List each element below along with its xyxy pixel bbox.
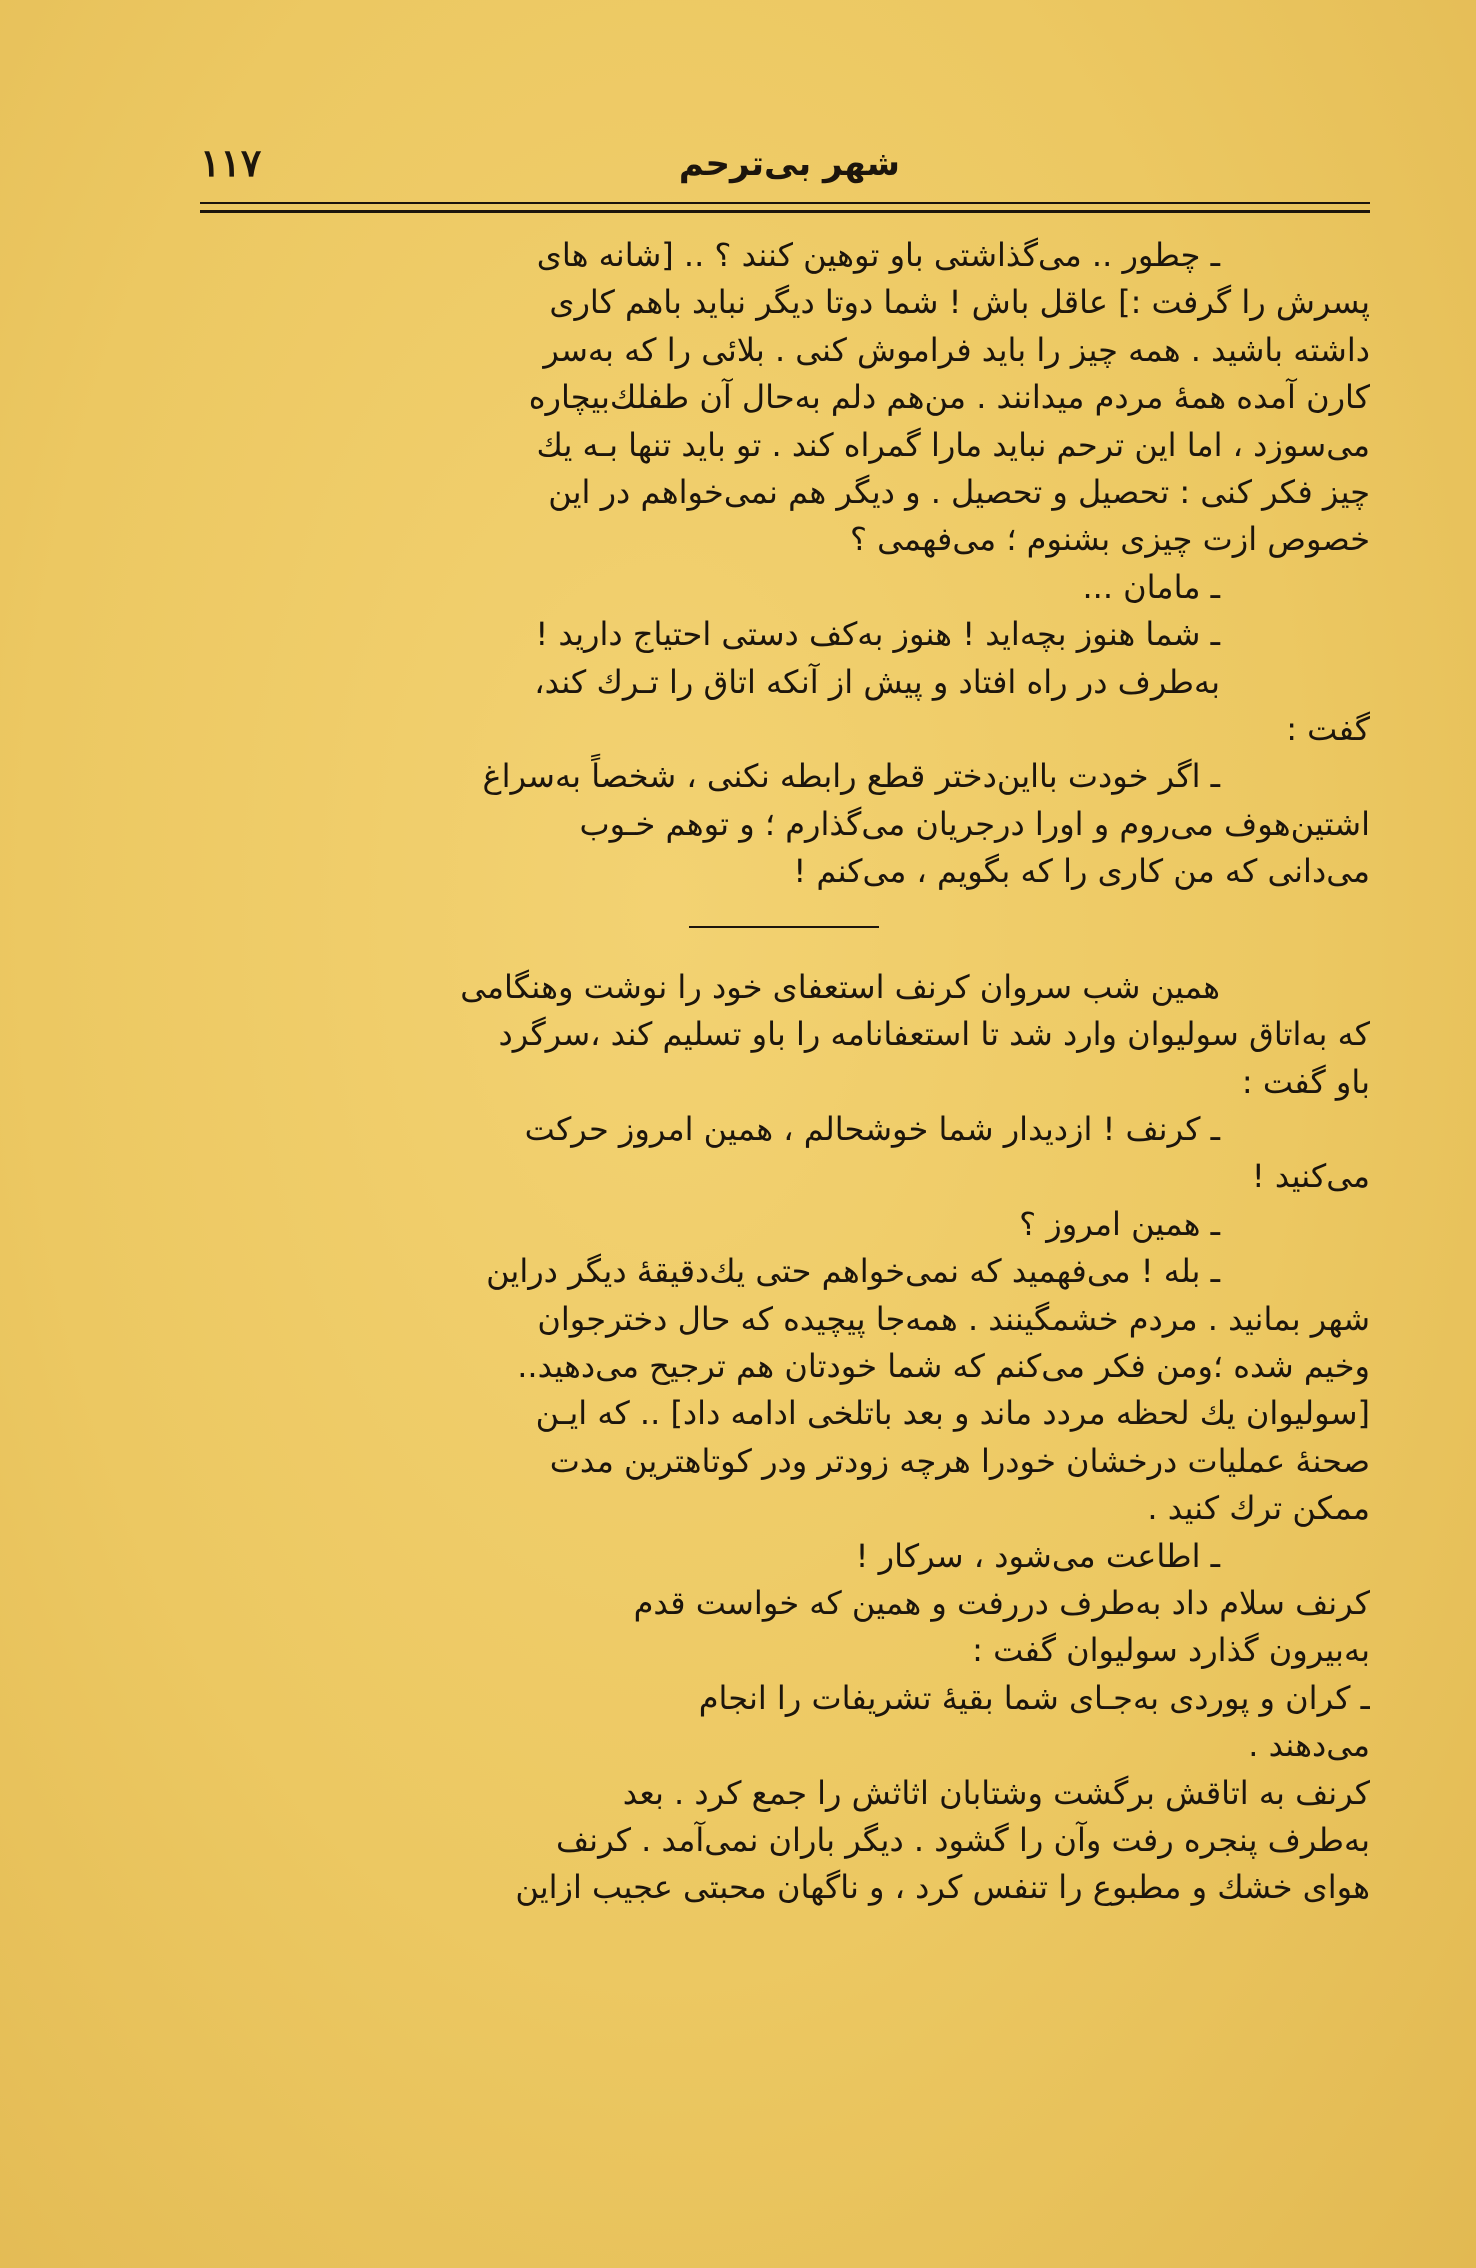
text-line: کرنف سلام داد به‌طرف دررفت و همین که خواست قدم: [633, 1583, 1370, 1622]
text-line: می‌کنید !: [1251, 1157, 1370, 1196]
text-line: ـ چطور .. می‌گذاشتی باو توهین کنند ؟ .. [شانه های: [536, 236, 1220, 274]
text-line: گفت :: [1286, 710, 1370, 749]
text-line: پسرش را گرفت :] عاقل باش ! شما دوتا دیگر نباید باهم کاری: [549, 283, 1370, 322]
text-line: خصوص ازت چیزی بشنوم ؛ می‌فهمی ؟: [849, 520, 1370, 559]
text-line: وخیم شده ؛ومن فکر می‌کنم که شما خودتان هم ترجیح می‌دهید..: [517, 1346, 1370, 1385]
text-line: ـ بله ! می‌فهمید که نمی‌خواهم حتی یك‌دقیقهٔ دیگر دراین: [486, 1252, 1220, 1291]
running-title: شهر بی‌ترحم: [678, 144, 900, 184]
text-line: چیز فکر کنی : تحصیل و تحصیل . و دیگر هم نمی‌خواهم در این: [548, 473, 1370, 512]
text-line: داشته باشید . همه چیز را باید فراموش کنی . بلائی را که به‌سر: [543, 330, 1370, 369]
section-separator: [689, 926, 879, 928]
text-line: به‌طرف در راه افتاد و پیش از آنکه اتاق را تـرك کند،: [534, 662, 1220, 701]
header-rule-thin: [200, 202, 1370, 204]
text-line: می‌دهند .: [1248, 1726, 1370, 1765]
text-line: ـ اگر خودت بااین‌دختر قطع رابطه نکنی ، شخصاً به‌سراغ: [482, 757, 1220, 796]
body-text: [198, 232, 1370, 1912]
text-line: همین شب سروان کرنف استعفای خود را نوشت وهنگامی: [460, 967, 1220, 1006]
text-line: کرنف به اتاقش برگشت وشتابان اثاثش را جمع کرد . بعد: [622, 1773, 1370, 1812]
text-line: ـ همین امروز ؟: [1019, 1204, 1220, 1243]
page-header: [200, 138, 1370, 208]
text-line: به‌طرف پنجره رفت وآن را گشود . دیگر باران نمی‌آمد . کرنف: [556, 1821, 1370, 1859]
text-line: می‌سوزد ، اما این ترحم نباید مارا گمراه کند . تو باید تنها بـه یك: [536, 425, 1370, 464]
text-line: ـ مامان ...: [1082, 567, 1220, 606]
text-line: به‌بیرون گذارد سولیوان گفت :: [972, 1631, 1370, 1670]
text-line: ـ کران و پوردی به‌جـای شما بقیهٔ تشریفات را انجام: [698, 1678, 1370, 1717]
text-line: [سولیوان یك لحظه مردد ماند و بعد باتلخی ادامه داد] .. که ایـن: [535, 1394, 1370, 1433]
text-line: کارن آمده همهٔ مردم میدانند . من‌هم دلم به‌حال آن طفلك‌بیچاره: [528, 378, 1370, 417]
text-line: ـ کرنف ! ازدیدار شما خوشحالم ، همین امروز حرکت: [524, 1109, 1220, 1148]
text-line: ممکن ترك کنید .: [1147, 1489, 1370, 1528]
text-line: صحنهٔ عملیات درخشان خودرا هرچه زودتر ودر کوتاهترین مدت: [549, 1441, 1370, 1480]
text-line: شهر بمانید . مردم خشمگینند . همه‌جا پیچیده که حال دخترجوان: [537, 1299, 1370, 1338]
text-line: اشتین‌هوف می‌روم و اورا درجریان می‌گذارم ؛ و توهم خـوب: [579, 804, 1370, 843]
text-line: ـ اطاعت می‌شود ، سرکار !: [855, 1536, 1220, 1575]
page-number: ۱۱۷: [200, 140, 262, 185]
header-rule-thick: [200, 210, 1370, 213]
text-line: می‌دانی که من کاری را که بگویم ، می‌کنم !: [793, 852, 1370, 891]
text-line: باو گفت :: [1241, 1062, 1370, 1101]
text-line: هوای خشك و مطبوع را تنفس کرد ، و ناگهان محبتی عجیب ازاین: [515, 1868, 1370, 1907]
text-line: ـ شما هنوز بچه‌اید ! هنوز به‌کف دستی احتیاج دارید !: [535, 615, 1220, 654]
text-line: که به‌اتاق سولیوان وارد شد تا استعفانامه را باو تسلیم کند ،سرگرد: [498, 1015, 1370, 1054]
